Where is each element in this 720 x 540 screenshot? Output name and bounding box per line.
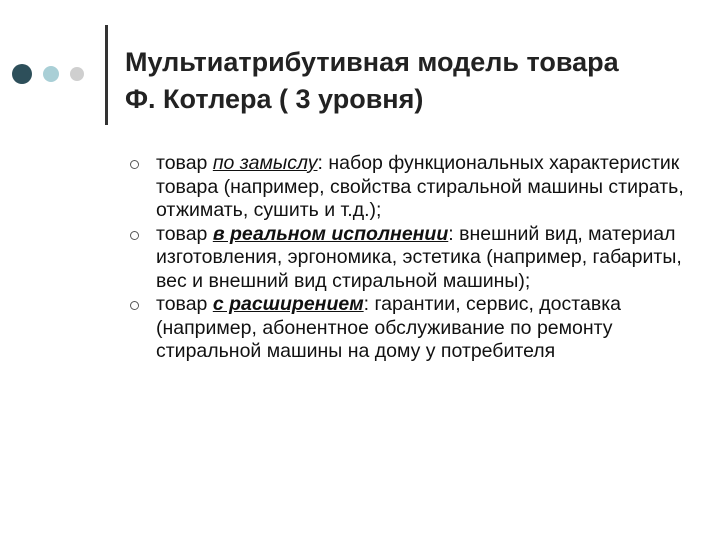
bullet-prefix: товар	[156, 152, 213, 174]
decor-dot-light	[43, 66, 59, 82]
bullet-term: по замыслу	[212, 152, 318, 174]
bullet-ring-icon	[130, 231, 139, 240]
bullet-text: : внешний вид, материал изготовления, эргономика, эстетика (например, габариты, вес и внешний вид стиральной машины);	[156, 222, 682, 292]
bullet-text: : набор функциональных характеристик товара (например, свойства стиральной машины стирать, отжимать, сушить и т.д.);	[156, 152, 684, 221]
bullet-text: : гарантии, сервис, доставка (например, абонентное обслуживание по ремонту стиральной машины на дому у потребителя	[156, 293, 622, 362]
bullet-term: с расширением	[212, 293, 364, 315]
bullet-list	[130, 152, 690, 364]
bullet-prefix: товар	[156, 222, 213, 245]
title-divider	[105, 25, 108, 125]
slide-title-line-1: Мультиатрибутивная модель товара	[125, 47, 619, 77]
decor-dot-dark	[12, 64, 32, 84]
slide-title	[125, 44, 705, 118]
decor-dot-gray	[70, 67, 84, 81]
bullet-term: в реальном исполнении	[212, 222, 449, 245]
bullet-item	[130, 223, 690, 294]
bullet-item	[130, 152, 690, 223]
bullet-item	[130, 293, 690, 364]
bullet-ring-icon	[130, 301, 139, 310]
bullet-prefix: товар	[156, 293, 213, 315]
bullet-ring-icon	[130, 160, 139, 169]
slide-title-line-2: Ф. Котлера ( 3 уровня)	[125, 84, 424, 114]
